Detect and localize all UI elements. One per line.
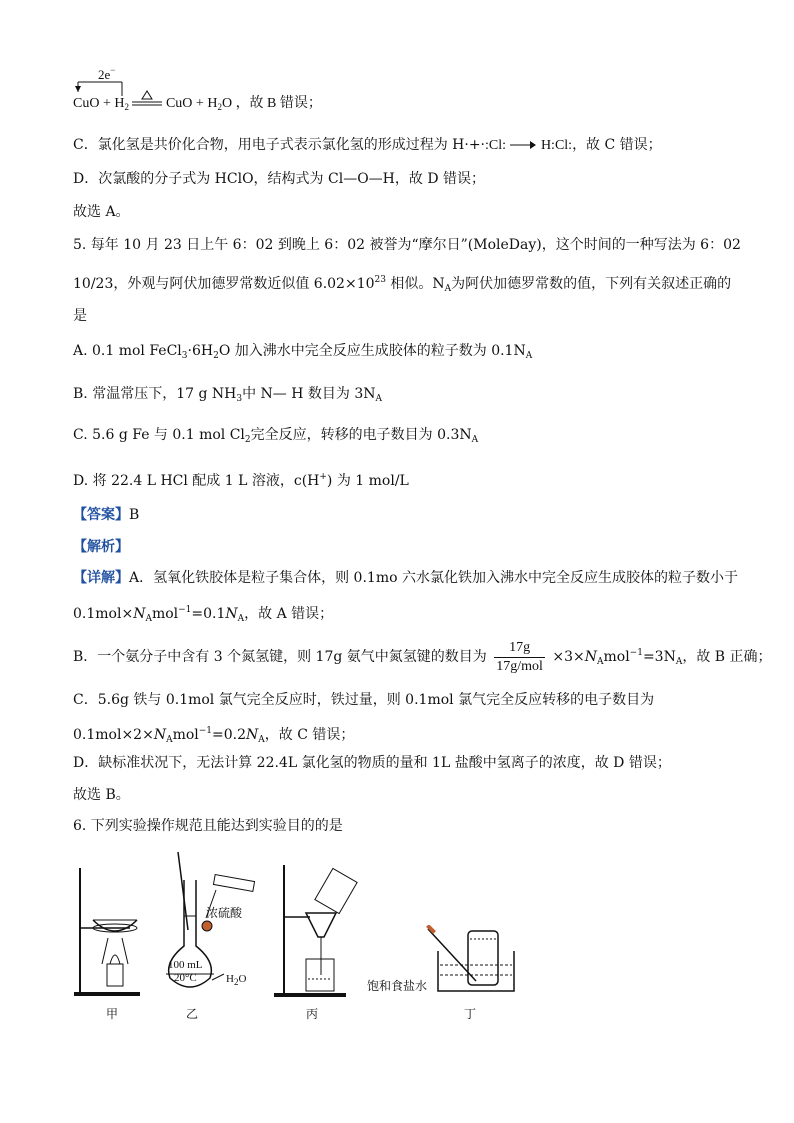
label-saturated-brine: 饱和食盐水	[367, 979, 428, 993]
caption-yi: 乙	[185, 1007, 198, 1021]
equation-arrow	[132, 97, 162, 111]
q5-stem-line2: 10/23，外观与阿伏加德罗常数近似值 $6.02\times 10^{23}$ 相似。$N_A$为阿伏加德罗常数的值，下列有关叙述正确的	[73, 275, 732, 294]
apparatus-ding-gas-collection	[420, 925, 520, 1000]
q4-choose: 故选 A。	[73, 204, 130, 220]
q5-option-c: C. 5.6 g Fe 与 0.1 mol $Cl_2$完全反应，转移的电子数目为 $0.3N_A$	[73, 427, 479, 445]
q6-stem: 6. 下列实验操作规范且能达到实验目的的是	[73, 818, 343, 834]
reaction-arrow-icon	[510, 140, 536, 150]
q5-option-b: B. 常温常压下，17 g $NH_3$中 N— H 数目为 $3N_A$	[73, 386, 382, 404]
answer-line: 【答案】B	[73, 507, 140, 523]
electron-dot-cl: :Cl:	[485, 138, 507, 153]
detail-c-line2: $0.1mol\times 2\times N_Amol^{-1}=0.2N_A$，故 C 错误；	[73, 726, 355, 745]
caption-jia: 甲	[105, 1007, 118, 1021]
q5-stem-line3: 是	[73, 308, 87, 324]
caption-ding: 丁	[463, 1007, 476, 1021]
detail-c-line1: C．5.6g 铁与 0.1mol 氯气完全反应时，铁过量，则 0.1mol 氯气完全反应转移的电子数目为	[73, 692, 655, 708]
caption-bing: 丙	[305, 1007, 318, 1021]
detail-d-line: D．缺标准状况下，无法计算 22.4L 氯化氢的物质的量和 1L 盐酸中氢离子的浓度，故 D 错误；	[73, 755, 671, 771]
answer-value: B	[129, 507, 140, 523]
electron-dot-hcl: H:Cl:	[540, 138, 573, 153]
analysis-tag: 【解析】	[73, 539, 129, 555]
q5-choose: 故选 B。	[73, 787, 130, 803]
detail-b-line: B．一个氨分子中含有 3 个氮氢键，则 17g 氨气中氮氢键的数目为 $\frac{17g}{\text{17g/mol}}$ $\times 3\times N_Amol^{-1}=3N_A$，故 B 正确；	[73, 639, 772, 674]
equation-suffix: ，故 B 错误；	[235, 96, 322, 111]
label-concentrated-acid: 浓硫酸	[206, 906, 243, 920]
q4-option-c: C．氯化氢是共价化合物，用电子式表示氯化氢的形成过程为 H·+·:Cl: H:Cl:，故 C 错误；	[73, 137, 662, 153]
detail-a-line2: $0.1mol\times N_Amol^{-1}=0.1N_A$，故 A 错误；	[73, 605, 334, 624]
label-water: $H_2O$	[226, 973, 247, 987]
q5-option-a: A. 0.1 mol $FeCl_3\cdot 6H_2O$ 加入沸水中完全反应生成胶体的粒子数为 $0.1N_A$	[73, 343, 533, 361]
apparatus-bing-filtration	[270, 855, 370, 1000]
fraction: $\frac{17g}{\text{17g/mol}}$	[496, 639, 543, 674]
detail-a-line1: 【详解】A．氢氧化铁胶体是粒子集合体，则 0.1mo 六水氯化铁加入沸水中完全反应生成胶体的粒子数小于	[73, 570, 738, 586]
q4-option-d: D．次氯酸的分子式为 HClO，结构式为 Cl—O—H，故 D 错误；	[73, 171, 486, 187]
q5-stem-line1: 5. 每年 10 月 23 日上午 6：02 到晚上 6：02 被誉为“摩尔日”(MoleDay)，这个时间的一种写法为 6：02	[73, 237, 741, 253]
equation-right: CuO + H	[165, 96, 218, 111]
q5-option-d: D. 将 22.4 L HCl 配成 1 L 溶液，c(H+) 为 1 mol/L	[73, 472, 409, 489]
label-flask-volume: 100 mL	[168, 959, 203, 971]
apparatus-jia-evaporation	[70, 860, 150, 1000]
document-page: 2e− CuO + $H_2$ CuO + $H_2O$ ，故 B 错误； C．氯化氢是共价化合物，用电子式表示氯化氢的形成过程为 H·+·:Cl: H:Cl:，故 C 错误； D．次氯酸的分子式为 HClO，结构式为 Cl—O—H，故 D 错误； 故选 A。 5. 每年 10 月 23 日上午 6：02 到晚上 6：02 被誉为“摩尔日”(MoleDay)，这个时间的一种写法为 6：02 10/23，外观与阿伏加德罗常数近似值 $6.02\times 10^{23}$ 相似。$N_A$为阿伏加德罗常数的值，下列有关叙述正确的 是 A. 0.1 mol $FeCl_3\cdot 6H_2O$ 加入沸水中完全反应生成胶体的粒子数为 $0.1N_A$ B. 常温常压下，17 g $NH_3$中 N— H 数目为 $3N_A$ C. 5.6 g Fe 与 0.1 mol $Cl_2$完全反应，转移的电子数目为 $0.3N_A$ D. 将 22.4 L HCl 配成 1 L 溶液，c(H+) 为 1 mol/L 【答案】B 【解析】 【详解】A．氢氧化铁胶体是粒子集合体，则 0.1mo 六水氯化铁加入沸水中完全反应生成胶体的粒子数小于 $0.1mol\times N_Amol^{-1}=0.1N_A$，故 A 错误； B．一个氨分子中含有 3 个氮氢键，则 17g 氨气中氮氢键的数目为 $\frac{17g}{\text{17g/mol}}$ $\times 3\times N_Amol^{-1}=3N_A$，故 B 正确； C．5.6g 铁与 0.1mol 氯气完全反应时，铁过量，则 0.1mol 氯气完全反应转移的电子数目为 $0.1mol\times 2\times N_Amol^{-1}=0.2N_A$，故 C 错误； D．缺标准状况下，无法计算 22.4L 氯化氢的物质的量和 1L 盐酸中氢离子的浓度，故 D 错误； 故选 B。 6. 下列实验操作规范且能达到实验目的的是 浓硫酸 100 mL 20°C $H_2O$ 饱和食盐水 甲 乙 丙 丁	[0, 0, 794, 1123]
electron-count: 2e	[98, 67, 111, 82]
equation-left: CuO + H	[73, 96, 125, 111]
label-flask-temp: 20°C	[174, 972, 197, 984]
